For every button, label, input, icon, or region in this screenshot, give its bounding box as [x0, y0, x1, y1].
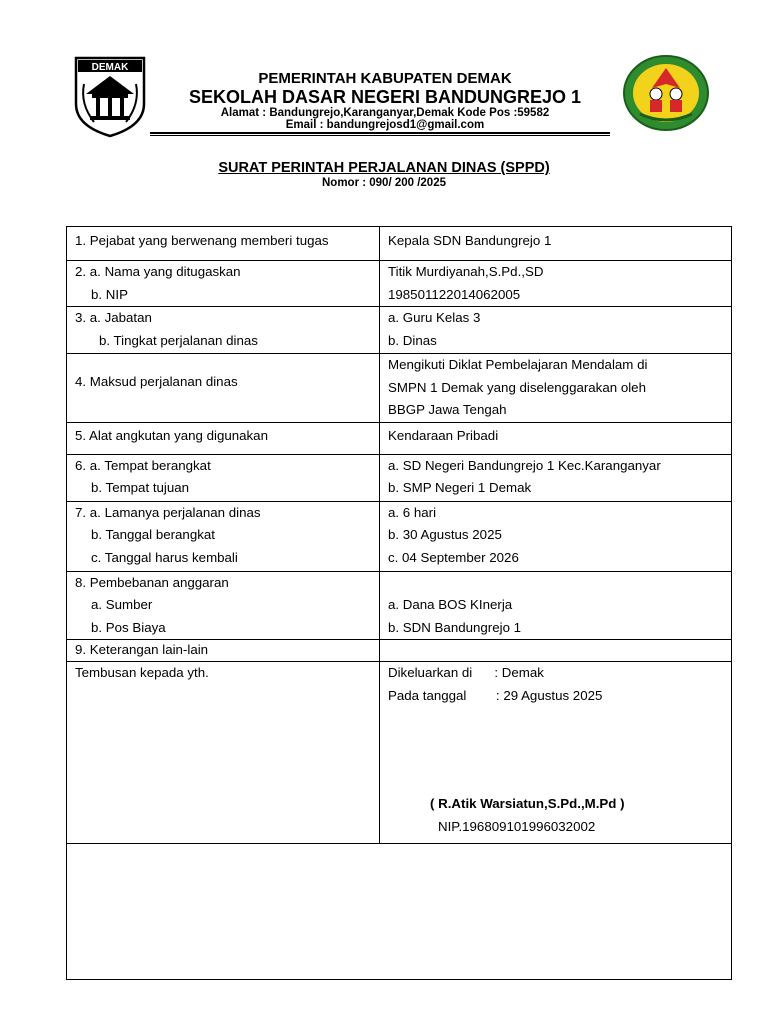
empty-section	[67, 844, 732, 980]
row4-label: 4. Maksud perjalanan dinas	[67, 354, 380, 423]
row7-value: a. 6 hari b. 30 Agustus 2025 c. 04 September 2026	[380, 501, 732, 571]
table-row	[67, 501, 732, 571]
row1-label: 1. Pejabat yang berwenang memberi tugas	[67, 227, 380, 261]
row1-value: Kepala SDN Bandungrejo 1	[380, 227, 732, 261]
school-name: SEKOLAH DASAR NEGERI BANDUNGREJO 1	[188, 87, 582, 107]
signer-nip: NIP.196809101996032002	[438, 818, 596, 834]
sppd-form-table	[66, 226, 732, 980]
row8-label: 8. Pembebanan anggaran a. Sumber b. Pos Biaya	[67, 571, 380, 640]
demak-logo	[70, 54, 150, 138]
table-row	[67, 844, 732, 980]
govt-name: PEMERINTAH KABUPATEN DEMAK	[258, 70, 512, 87]
document-number: Nomor : 090/ 200 /2025	[321, 177, 446, 189]
signer-name: ( R.Atik Warsiatun,S.Pd.,M.Pd )	[430, 796, 625, 811]
header-rule-thin	[150, 135, 610, 136]
table-row	[67, 640, 732, 662]
row4-value: Mengikuti Diklat Pembelajaran Mendalam di SMPN 1 Demak yang diselenggarakan oleh BBGP Jawa Tengah	[380, 354, 732, 423]
document-title: SURAT PERINTAH PERJALANAN DINAS (SPPD)	[218, 160, 550, 176]
row9-value	[380, 640, 732, 662]
table-row	[67, 662, 732, 844]
demak-logo-text: DEMAK	[91, 62, 129, 73]
row8-value: a. Dana BOS KInerja b. SDN Bandungrejo 1	[380, 571, 732, 640]
table-row	[67, 422, 732, 454]
row2-label: 2. a. Nama yang ditugaskan b. NIP	[67, 261, 380, 307]
table-row	[67, 454, 732, 501]
row7-label: 7. a. Lamanya perjalanan dinas b. Tanggal berangkat c. Tanggal harus kembali	[67, 501, 380, 571]
table-row	[67, 227, 732, 261]
school-address: Alamat : Bandungrejo,Karanganyar,Demak Kode Pos :59582	[220, 107, 550, 119]
row5-value: Kendaraan Pribadi	[380, 422, 732, 454]
row3-label: 3. a. Jabatan b. Tingkat perjalanan dinas	[67, 307, 380, 354]
row6-label: 6. a. Tempat berangkat b. Tempat tujuan	[67, 454, 380, 501]
table-row	[67, 307, 732, 354]
row10-value: Dikeluarkan di : Demak Pada tanggal : 29 Agustus 2025 ( R.Atik Warsiatun,S.Pd.,M.Pd ) NIP.196809101996032002	[380, 662, 732, 844]
school-logo	[620, 54, 712, 132]
row6-value: a. SD Negeri Bandungrejo 1 Kec.Karanganyar b. SMP Negeri 1 Demak	[380, 454, 732, 501]
row10-label: Tembusan kepada yth.	[67, 662, 380, 844]
row3-value: a. Guru Kelas 3 b. Dinas	[380, 307, 732, 354]
row2-value: Titik Murdiyanah,S.Pd.,SD 198501122014062005	[380, 261, 732, 307]
row5-label: 5. Alat angkutan yang digunakan	[67, 422, 380, 454]
row9-label: 9. Keterangan lain-lain	[67, 640, 380, 662]
school-email: Email : bandungrejosd1@gmail.com	[285, 119, 485, 131]
header-rule-thick	[150, 132, 610, 134]
table-row	[67, 571, 732, 640]
table-row	[67, 354, 732, 423]
table-row	[67, 261, 732, 307]
